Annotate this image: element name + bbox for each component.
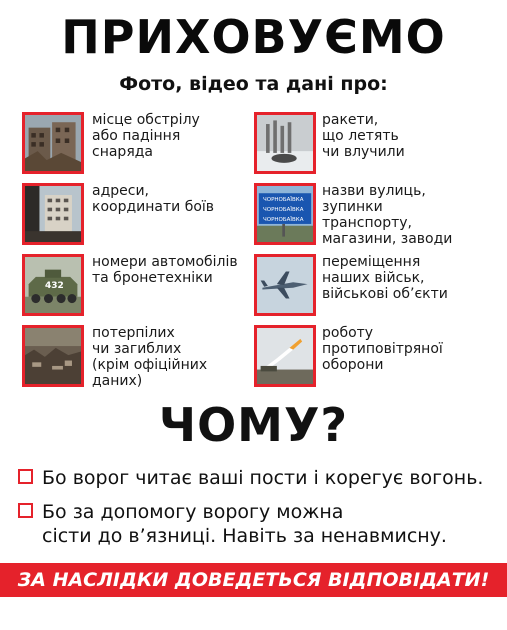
sign-line: ЧОРНОБАЇВКА (263, 207, 304, 213)
why-heading: ЧОМУ? (158, 398, 349, 452)
item-label: роботу протиповітряної оборони (322, 325, 443, 373)
air-defense-launch-photo-icon (254, 325, 316, 387)
reason-text: Бо ворог читає ваші пости і корегує вогонь. (42, 467, 484, 489)
list-item (254, 325, 494, 391)
reason-item (18, 466, 498, 492)
page-title: ПРИХОВУЄМО (61, 10, 446, 64)
warning-banner (0, 563, 507, 597)
damaged-apartment-photo-icon (22, 183, 84, 245)
ruined-building-photo-icon (22, 112, 84, 174)
sign-line: ЧОРНОБАЇВКА (263, 217, 304, 223)
item-label: назви вулиць, зупинки транспорту, магазини, заводи (322, 183, 453, 247)
list-item (22, 325, 237, 391)
item-label: адреси, координати боїв (92, 183, 215, 215)
fighter-jet-photo-icon (254, 254, 316, 316)
banner-text: ЗА НАСЛІДКИ ДОВЕДЕТЬСЯ ВІДПОВІДАТИ! (17, 569, 490, 591)
reason-text: Бо за допомогу ворогу можна сісти до в’язниці. Навіть за ненавмисну. (42, 501, 447, 547)
list-item (22, 254, 247, 320)
item-label: ракети, що летять чи влучили (322, 112, 405, 160)
list-item (254, 254, 494, 320)
list-item (22, 183, 237, 249)
armored-vehicle-photo-icon (22, 254, 84, 316)
missile-debris-photo-icon (254, 112, 316, 174)
reason-item (18, 500, 498, 550)
checkbox-icon (18, 469, 33, 484)
list-item (22, 112, 237, 178)
sign-line: ЧОРНОБАЇВКА (263, 197, 304, 203)
item-label: переміщення наших військ, військові об’єкти (322, 254, 448, 302)
page-subtitle: Фото, відео та дані про: (119, 73, 388, 95)
vehicle-plate: 432 (45, 281, 64, 291)
list-item (254, 183, 499, 249)
rubble-photo-icon (22, 325, 84, 387)
item-label: потерпілих чи загиблих (крім офіційних даних) (92, 325, 208, 389)
checkbox-icon (18, 503, 33, 518)
item-label: номери автомобілів та бронетехніки (92, 254, 238, 286)
item-label: місце обстрілу або падіння снаряда (92, 112, 200, 160)
road-sign-photo-icon (254, 183, 316, 245)
list-item (254, 112, 494, 178)
